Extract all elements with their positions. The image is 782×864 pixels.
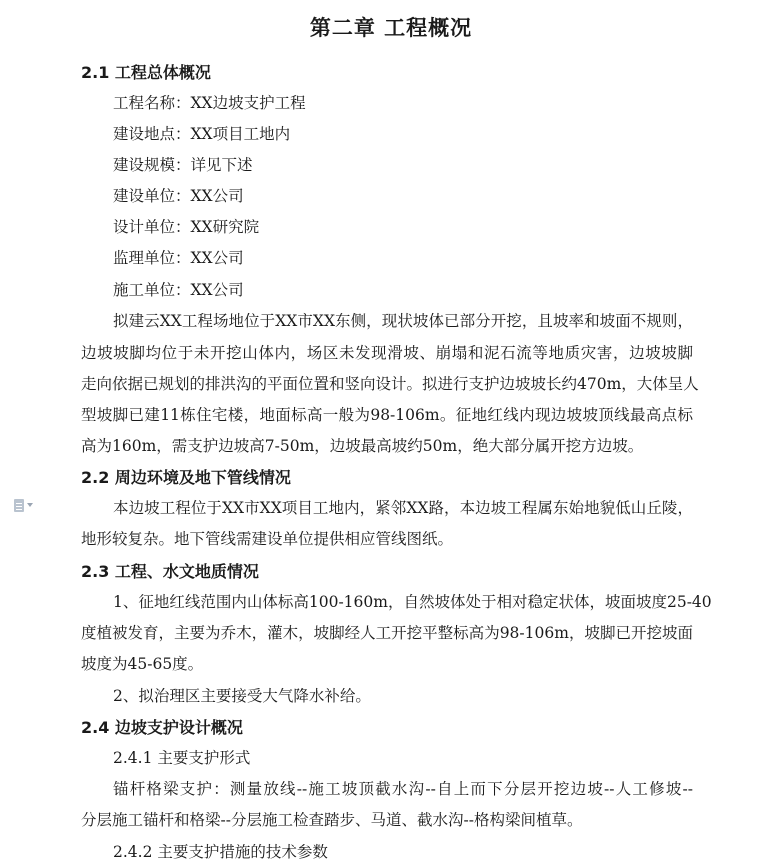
field-designer: 设计单位：XX研究院 bbox=[113, 218, 260, 236]
section-heading-2-1: 2.1 工程总体概况 bbox=[81, 63, 211, 82]
paragraph-line: 1、征地红线范围内山体标高100-160m，自然坡体处于相对稳定状体，坡面坡度25-40 bbox=[113, 593, 712, 611]
field-supervisor: 监理单位：XX公司 bbox=[113, 249, 244, 267]
field-scale: 建设规模：详见下述 bbox=[113, 156, 253, 174]
field-owner: 建设单位：XX公司 bbox=[113, 187, 244, 205]
field-contractor: 施工单位：XX公司 bbox=[113, 281, 244, 299]
subsection-heading-2-4-2: 2.4.2 主要支护措施的技术参数 bbox=[113, 843, 328, 861]
section-heading-2-2: 2.2 周边环境及地下管线情况 bbox=[81, 468, 291, 487]
paragraph-line: 坡度为45-65度。 bbox=[81, 655, 204, 673]
field-project-name: 工程名称：XX边坡支护工程 bbox=[113, 94, 306, 112]
paragraph-line: 2、拟治理区主要接受大气降水补给。 bbox=[113, 687, 371, 705]
paragraph-line: 边坡坡脚均位于未开挖山体内，场区未发现滑坡、崩塌和泥石流等地质灾害，边坡坡脚 bbox=[81, 344, 693, 362]
paragraph-line: 高为160m，需支护边坡高7-50m，边坡最高坡约50m，绝大部分属开挖方边坡。 bbox=[81, 437, 644, 455]
document-icon bbox=[14, 499, 24, 512]
paragraph-line: 型坡脚已建11栋住宅楼，地面标高一般为98-106m。征地红线内现边坡坡顶线最高点标 bbox=[81, 406, 693, 424]
dropdown-caret-icon bbox=[27, 503, 33, 507]
document-margin-icon[interactable] bbox=[14, 497, 44, 513]
subsection-heading-2-4-1: 2.4.1 主要支护形式 bbox=[113, 749, 251, 767]
paragraph-line: 分层施工锚杆和格梁--分层施工检查踏步、马道、截水沟--格构梁间植草。 bbox=[81, 811, 583, 829]
paragraph-line: 地形较复杂。地下管线需建设单位提供相应管线图纸。 bbox=[81, 530, 454, 548]
field-site-location: 建设地点：XX项目工地内 bbox=[113, 125, 291, 143]
paragraph-line: 本边坡工程位于XX市XX项目工地内，紧邻XX路，本边坡工程属东始地貌低山丘陵， bbox=[113, 499, 693, 517]
chapter-title: 第二章 工程概况 bbox=[309, 16, 473, 40]
section-heading-2-4: 2.4 边坡支护设计概况 bbox=[81, 718, 243, 737]
paragraph-line: 度植被发育，主要为乔木，灌木，坡脚经人工开挖平整标高为98-106m，坡脚已开挖坡面 bbox=[81, 624, 693, 642]
paragraph-line: 锚杆格梁支护：测量放线--施工坡顶截水沟--自上而下分层开挖边坡--人工修坡-- bbox=[113, 780, 693, 798]
paragraph-line: 拟建云XX工程场地位于XX市XX东侧，现状坡体已部分开挖，且坡率和坡面不规则， bbox=[113, 312, 693, 330]
section-heading-2-3: 2.3 工程、水文地质情况 bbox=[81, 562, 259, 581]
paragraph-line: 走向依据已规划的排洪沟的平面位置和竖向设计。拟进行支护边坡坡长约470m，大体呈人 bbox=[81, 375, 699, 393]
